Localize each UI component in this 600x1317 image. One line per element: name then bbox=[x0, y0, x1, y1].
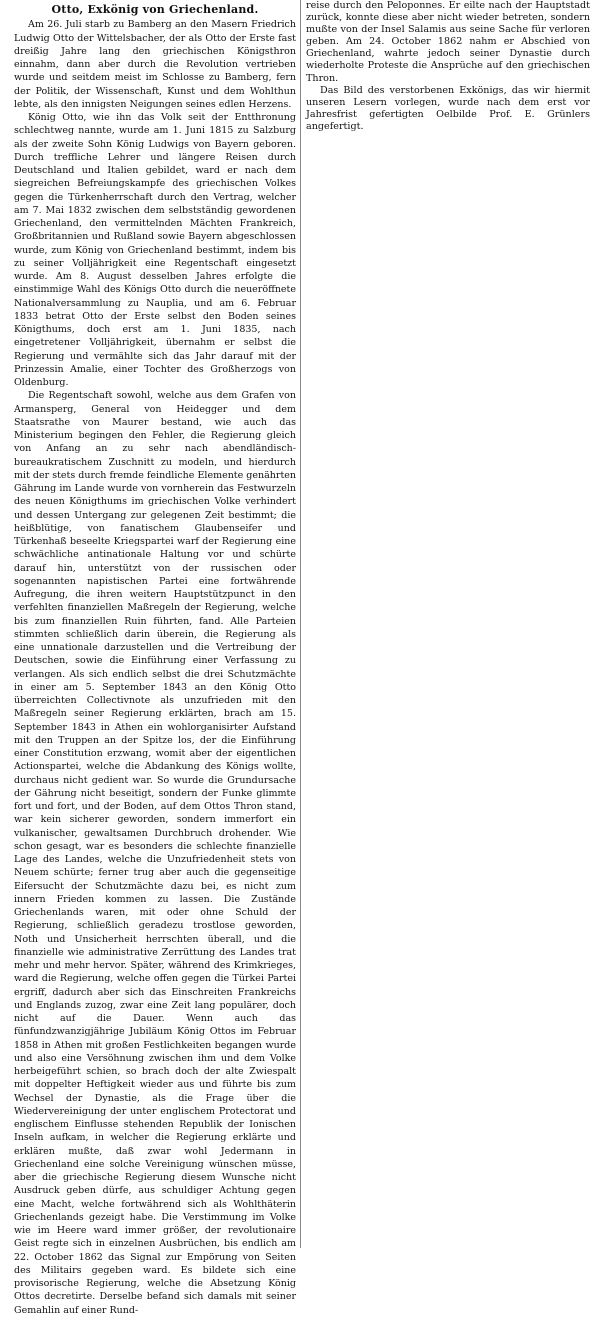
paragraph-portrait-note: Das Bild des verstorbenen Exkönigs, das wir hiermit unseren Lesern vorlegen, wurde nach dem erst vor Jahresfrist gefertigten Oelbilde Prof. E. Grünlers angefertigt. bbox=[306, 84, 590, 132]
paragraph-continuation: reise durch den Peloponnes. Er eilte nach der Hauptstadt zurück, konnte diese aber nicht wieder betreten, sondern mußte von der Insel Salamis aus seine Sache für verloren geben. Am 24. October 1862 nahm er Abschied von Griechenland, wahrte jedoch seiner Dynastie durch wiederholte Proteste die Ansprüche auf den griechischen Thron. bbox=[306, 0, 590, 84]
article-title: Otto, Exkönig von Griechenland. bbox=[51, 3, 259, 16]
paragraph-regency-and-revolution: Die Regentschaft sowohl, welche aus dem Grafen von Armansperg, General von Heidegger und dem Staatsrathe von Maurer bestand, wie auch das Ministerium begingen den Fehler, die Regierung gleich von Anfang an zu sehr nach abendländisch-bureaukratischem Zuschnitt zu modeln, und hierdurch mit der stets durch fremde feindliche Elemente genährten Gährung im Lande wurde von vornherein das Festwurzeln des neuen Königthums im griechischen Volke verhindert und dessen Untergang zur gelegenen Zeit bestimmt; die heißblütige, von fanatischem Glaubenseifer und Türkenhaß beseelte Kriegspartei warf der Regierung eine schwächliche antinationale Haltung vor und schürte darauf hin, unterstützt von der russischen oder sogenannten napistischen Partei eine fortwährende Aufregung, die ihren weitern Hauptstützpunct in den verfehlten finanziellen Maßregeln der Regierung, welche bis zum finanziellen Ruin führten, fand. Alle Parteien stimmten schließlich darin überein, die Regierung als eine unnationale darzustellen und die Vertreibung der Deutschen, sowie die Einführung einer Verfassung zu verlangen. Als sich endlich selbst die drei Schutzmächte in einer am 5. September 1843 an den König Otto überreichten Collectivnote als unzufrieden mit den Maßregeln seiner Regierung erklärten, brach am 15. September 1843 in Athen ein wohlorganisirter Aufstand mit den Truppen an der Spitze los, der die Einführung einer Constitution erzwang, womit aber der eigentlichen Actionspartei, welche die Abdankung des Königs wollte, durchaus nicht gedient war. So wurde die Grundursache der Gährung nicht beseitigt, sondern der Funke glimmte fort und fort, und der Boden, auf dem Ottos Thron stand, war kein sicherer geworden, sondern immerfort ein vulkanischer, gewaltsamen Durchbruch drohender. Wie schon gesagt, war es besonders die schlechte finanzielle Lage des Landes, welche die Unzufriedenheit stets von Neuem schürte; ferner trug aber auch die gegenseitige Eifersucht der Schutzmächte dazu bei, es nicht zum innern Frieden kommen zu lassen. Die Zustände Griechenlands waren, mit oder ohne Schuld der Regierung, schließlich geradezu trostlose geworden, Noth und Unsicherheit herrschten überall, und die finanzielle wie administrative Zerrüttung des Landes trat mehr und mehr hervor. Später, während des Krimkrieges, ward die Regierung, welche offen gegen die Türkei Partei ergriff, dadurch aber sich das Einschreiten Frankreichs und Englands zuzog, zwar eine Zeit lang populärer, doch nicht auf die Dauer. Wenn auch das fünfundzwanzigjährige Jubiläum König Ottos im Februar 1858 in Athen mit großen Festlichkeiten begangen wurde und also eine Versöhnung zwischen ihm und dem Volke herbeigeführt schien, so brach doch der alte Zwiespalt mit doppelter Heftigkeit wieder aus und führte bis zum Wechsel der Dynastie, als die Frage über die Wiedervereinigung der unter englischem Protectorat und englischem Einflusse stehenden Republik der Ionischen Inseln aufkam, in welcher die Regierung erklärte und erklären mußte, daß zwar wohl Jedermann in Griechenland eine solche Vereinigung wünschen müsse, aber die griechische Regierung diesem Wunsche nicht Ausdruck geben dürfe, aus schuldiger Achtung gegen eine Macht, welche fortwährend sich als Wohlthäterin Griechenlands gezeigt habe. Die Verstimmung im Volke wie im Heere ward immer größer, der revolutionaire Geist regte sich in einzelnen Ausbrüchen, bis endlich am 22. October 1862 das Signal zur Empörung von Seiten des Militairs gegeben ward. Es bildete sich eine provisorische Regierung, welche die Absetzung König Ottos decretirte. Derselbe befand sich damals mit seiner Gemahlin auf einer Rund- bbox=[14, 390, 296, 1316]
right-column bbox=[306, 0, 590, 133]
paragraph-death-notice: Am 26. Juli starb zu Bamberg an den Masern Friedrich Ludwig Otto der Wittelsbacher, der als Otto der Erste fast dreißig Jahre lang den griechischen Königsthron einnahm, dann aber durch die Revolution vertrieben wurde und seitdem meist im Schlosse zu Bamberg, fern der Politik, der Wissenschaft, Kunst und dem Wohlthun lebte, als den innigsten Neigungen seines edlen Herzens. bbox=[14, 19, 296, 110]
paragraph-biography: König Otto, wie ihn das Volk seit der Entthronung schlechtweg nannte, wurde am 1. Juni 1815 zu Salzburg als der zweite Sohn König Ludwigs von Bayern geboren. Durch treffliche Lehrer und längere Reisen durch Deutschland und Italien gebildet, ward er nach dem siegreichen Befreiungskampfe des griechischen Volkes gegen die Türkenherrschaft durch den Vertrag, welcher am 7. Mai 1832 zwischen dem selbstständig gewordenen Griechenland, den vermittelnden Mächten Frankreich, Großbritannien und Rußland sowie Bayern abgeschlossen wurde, zum König von Griechenland bestimmt, indem bis zu seiner Volljährigkeit eine Regentschaft eingesetzt wurde. Am 8. August desselben Jahres erfolgte die einstimmige Wahl des Königs Otto durch die neueröffnete Nationalversammlung zu Nauplia, und am 6. Februar 1833 betrat Otto der Erste selbst den Boden seines Königthums, doch erst am 1. Juni 1835, nach eingetretener Volljährigkeit, übernahm er selbst die Regierung und vermählte sich das Jahr darauf mit der Prinzessin Amalie, einer Tochter des Großherzogs von Oldenburg. bbox=[14, 112, 296, 388]
column-divider bbox=[300, 0, 301, 1248]
left-column bbox=[14, 0, 296, 1317]
